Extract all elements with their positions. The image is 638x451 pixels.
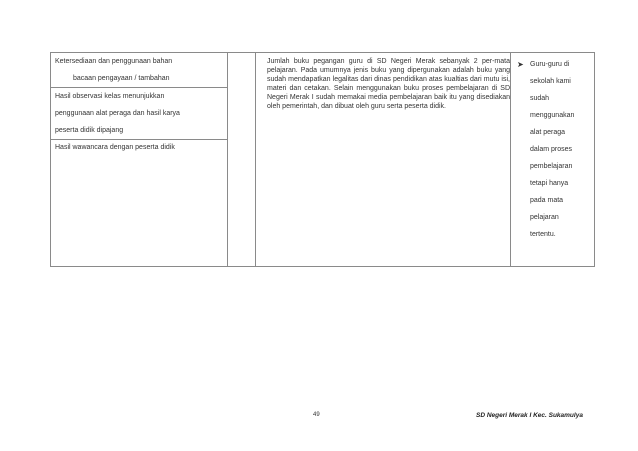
aspect-text: Hasil wawancara dengan peserta didik <box>55 144 175 151</box>
aspect-text: penggunaan alat peraga dan hasil karya <box>55 110 180 117</box>
column-divider <box>255 53 256 266</box>
note-line: menggunakan <box>530 112 575 119</box>
column-divider <box>227 53 228 266</box>
aspect-cell-observasi <box>55 88 225 139</box>
note-line: sekolah kami <box>530 78 571 85</box>
aspect-text: bacaan pengayaan / tambahan <box>73 75 170 82</box>
arrow-bullet-icon: ➤ <box>517 60 524 69</box>
note-line: pada mata <box>530 197 564 204</box>
note-line: sudah <box>530 95 550 102</box>
note-cell <box>517 59 593 246</box>
note-line: Guru-guru di <box>530 61 570 68</box>
aspect-text: Hasil observasi kelas menunjukkan <box>55 93 165 100</box>
note-line: pembelajaran <box>530 163 573 170</box>
note-line: pelajaran <box>530 214 559 221</box>
aspect-cell-wawancara <box>55 139 225 156</box>
aspect-text: peserta didik dipajang <box>55 127 124 134</box>
note-line: tertentu. <box>530 231 556 238</box>
note-line: dalam proses <box>530 146 573 153</box>
footer-school-name: SD Negeri Merak I Kec. Sukamulya <box>476 412 583 419</box>
column-divider <box>510 53 511 266</box>
aspect-text: Ketersediaan dan penggunaan bahan <box>55 58 173 65</box>
evaluation-table <box>50 52 595 267</box>
page-number: 49 <box>313 412 320 418</box>
aspect-cell-bahan-bacaan <box>55 53 225 87</box>
description-cell: Jumlah buku pegangan guru di SD Negeri Merak sebanyak 2 per-mata pelajaran. Pada umumnya jenis buku yang dipergunakan adalah buku yang sudah mendapatkan legalitas dari dinas pendidikan atas kualtias dari mutu isi, materi dan cetakan. Selain menggunakan buku proses pembelajaran di SD Negeri Merak I sudah memakai media pembelajaran baik itu yang disediakan oleh pemerintah, dan dibuat oleh guru serta peserta didik. <box>267 58 510 110</box>
note-line: tetapi hanya <box>530 180 569 187</box>
note-line: alat peraga <box>530 129 566 136</box>
